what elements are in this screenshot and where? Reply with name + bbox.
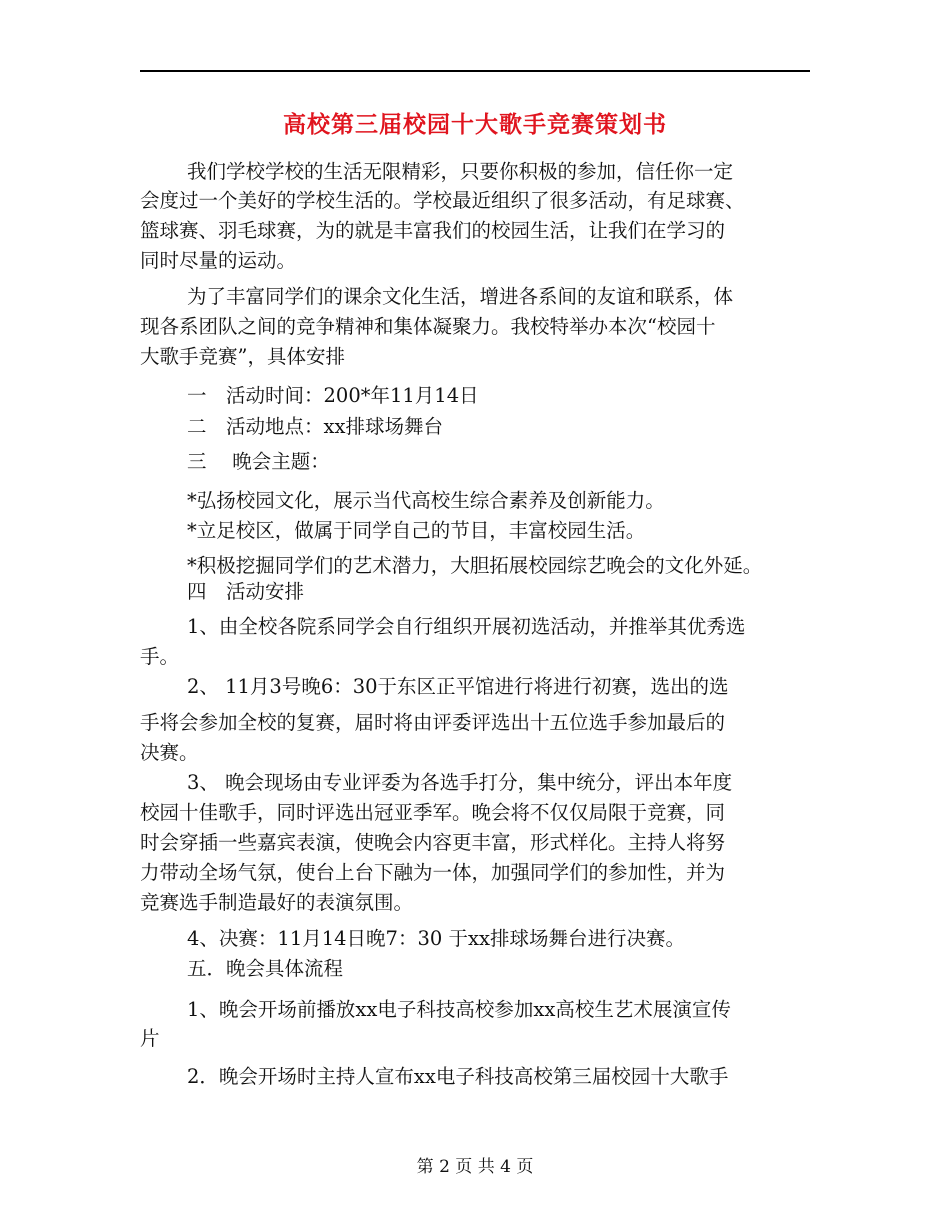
paragraph-line: 4、决赛：11月14日晚7：30 于xx排球场舞台进行决赛。 — [187, 927, 685, 950]
paragraph-line: 1、由全校各院系同学会自行组织开展初选活动，并推举其优秀选 — [187, 615, 746, 638]
paragraph-line: 决赛。 — [140, 741, 199, 764]
paragraph-line: 大歌手竞赛”，具体安排 — [140, 345, 345, 368]
paragraph-line: 竞赛选手制造最好的表演氛围。 — [140, 891, 414, 914]
paragraph-line: 我们学校学校的生活无限精彩，只要你积极的参加，信任你一定 — [187, 160, 734, 183]
paragraph-line: 时会穿插一些嘉宾表演，使晚会内容更丰富，形式样化。主持人将努 — [140, 831, 726, 854]
paragraph-line: 2、 11月3号晚6：30于东区正平馆进行将进行初赛，选出的选 — [187, 675, 729, 698]
paragraph-line: *积极挖掘同学们的艺术潜力，大胆拓展校园综艺晚会的文化外延。 — [187, 554, 763, 577]
paragraph-line: *弘扬校园文化，展示当代高校生综合素养及创新能力。 — [187, 489, 665, 512]
paragraph-line: 片 — [140, 1027, 160, 1050]
paragraph-line: 3、 晚会现场由专业评委为各选手打分，集中统分，评出本年度 — [187, 771, 733, 794]
paragraph-line: 二 活动地点：xx排球场舞台 — [187, 415, 443, 438]
paragraph-line: 篮球赛、羽毛球赛，为的就是丰富我们的校园生活，让我们在学习的 — [140, 219, 726, 242]
paragraph-line: 校园十佳歌手，同时评选出冠亚季军。晚会将不仅仅局限于竞赛，同 — [140, 801, 726, 824]
paragraph-line: 为了丰富同学们的课余文化生活，增进各系间的友谊和联系，体 — [187, 285, 734, 308]
paragraph-line: 2．晚会开场时主持人宣布xx电子科技高校第三届校园十大歌手 — [187, 1065, 729, 1088]
paragraph-line: 现各系团队之间的竞争精神和集体凝聚力。我校特举办本次“校园十 — [140, 315, 716, 338]
paragraph-line: 手将会参加全校的复赛，届时将由评委评选出十五位选手参加最后的 — [140, 711, 726, 734]
document-title: 高校第三届校园十大歌手竞赛策划书 — [283, 111, 667, 138]
header-rule — [140, 70, 810, 72]
paragraph-line: 1、晚会开场前播放xx电子科技高校参加xx高校生艺术展演宣传 — [187, 998, 731, 1021]
paragraph-line: 一 活动时间：200*年11月14日 — [187, 384, 479, 407]
paragraph-line: 力带动全场气氛，使台上台下融为一体，加强同学们的参加性，并为 — [140, 861, 726, 884]
paragraph-line: 三 晚会主题： — [187, 450, 330, 473]
page-footer: 第 2 页 共 4 页 — [416, 1157, 534, 1177]
paragraph-line: 会度过一个美好的学校生活的。学校最近组织了很多活动，有足球赛、 — [140, 189, 745, 212]
paragraph-line: 五．晚会具体流程 — [187, 957, 344, 980]
paragraph-line: 四 活动安排 — [187, 580, 305, 603]
paragraph-line: 手。 — [140, 645, 180, 668]
paragraph-line: 同时尽量的运动。 — [140, 249, 297, 272]
paragraph-line: *立足校区，做属于同学自己的节目，丰富校园生活。 — [187, 519, 646, 542]
